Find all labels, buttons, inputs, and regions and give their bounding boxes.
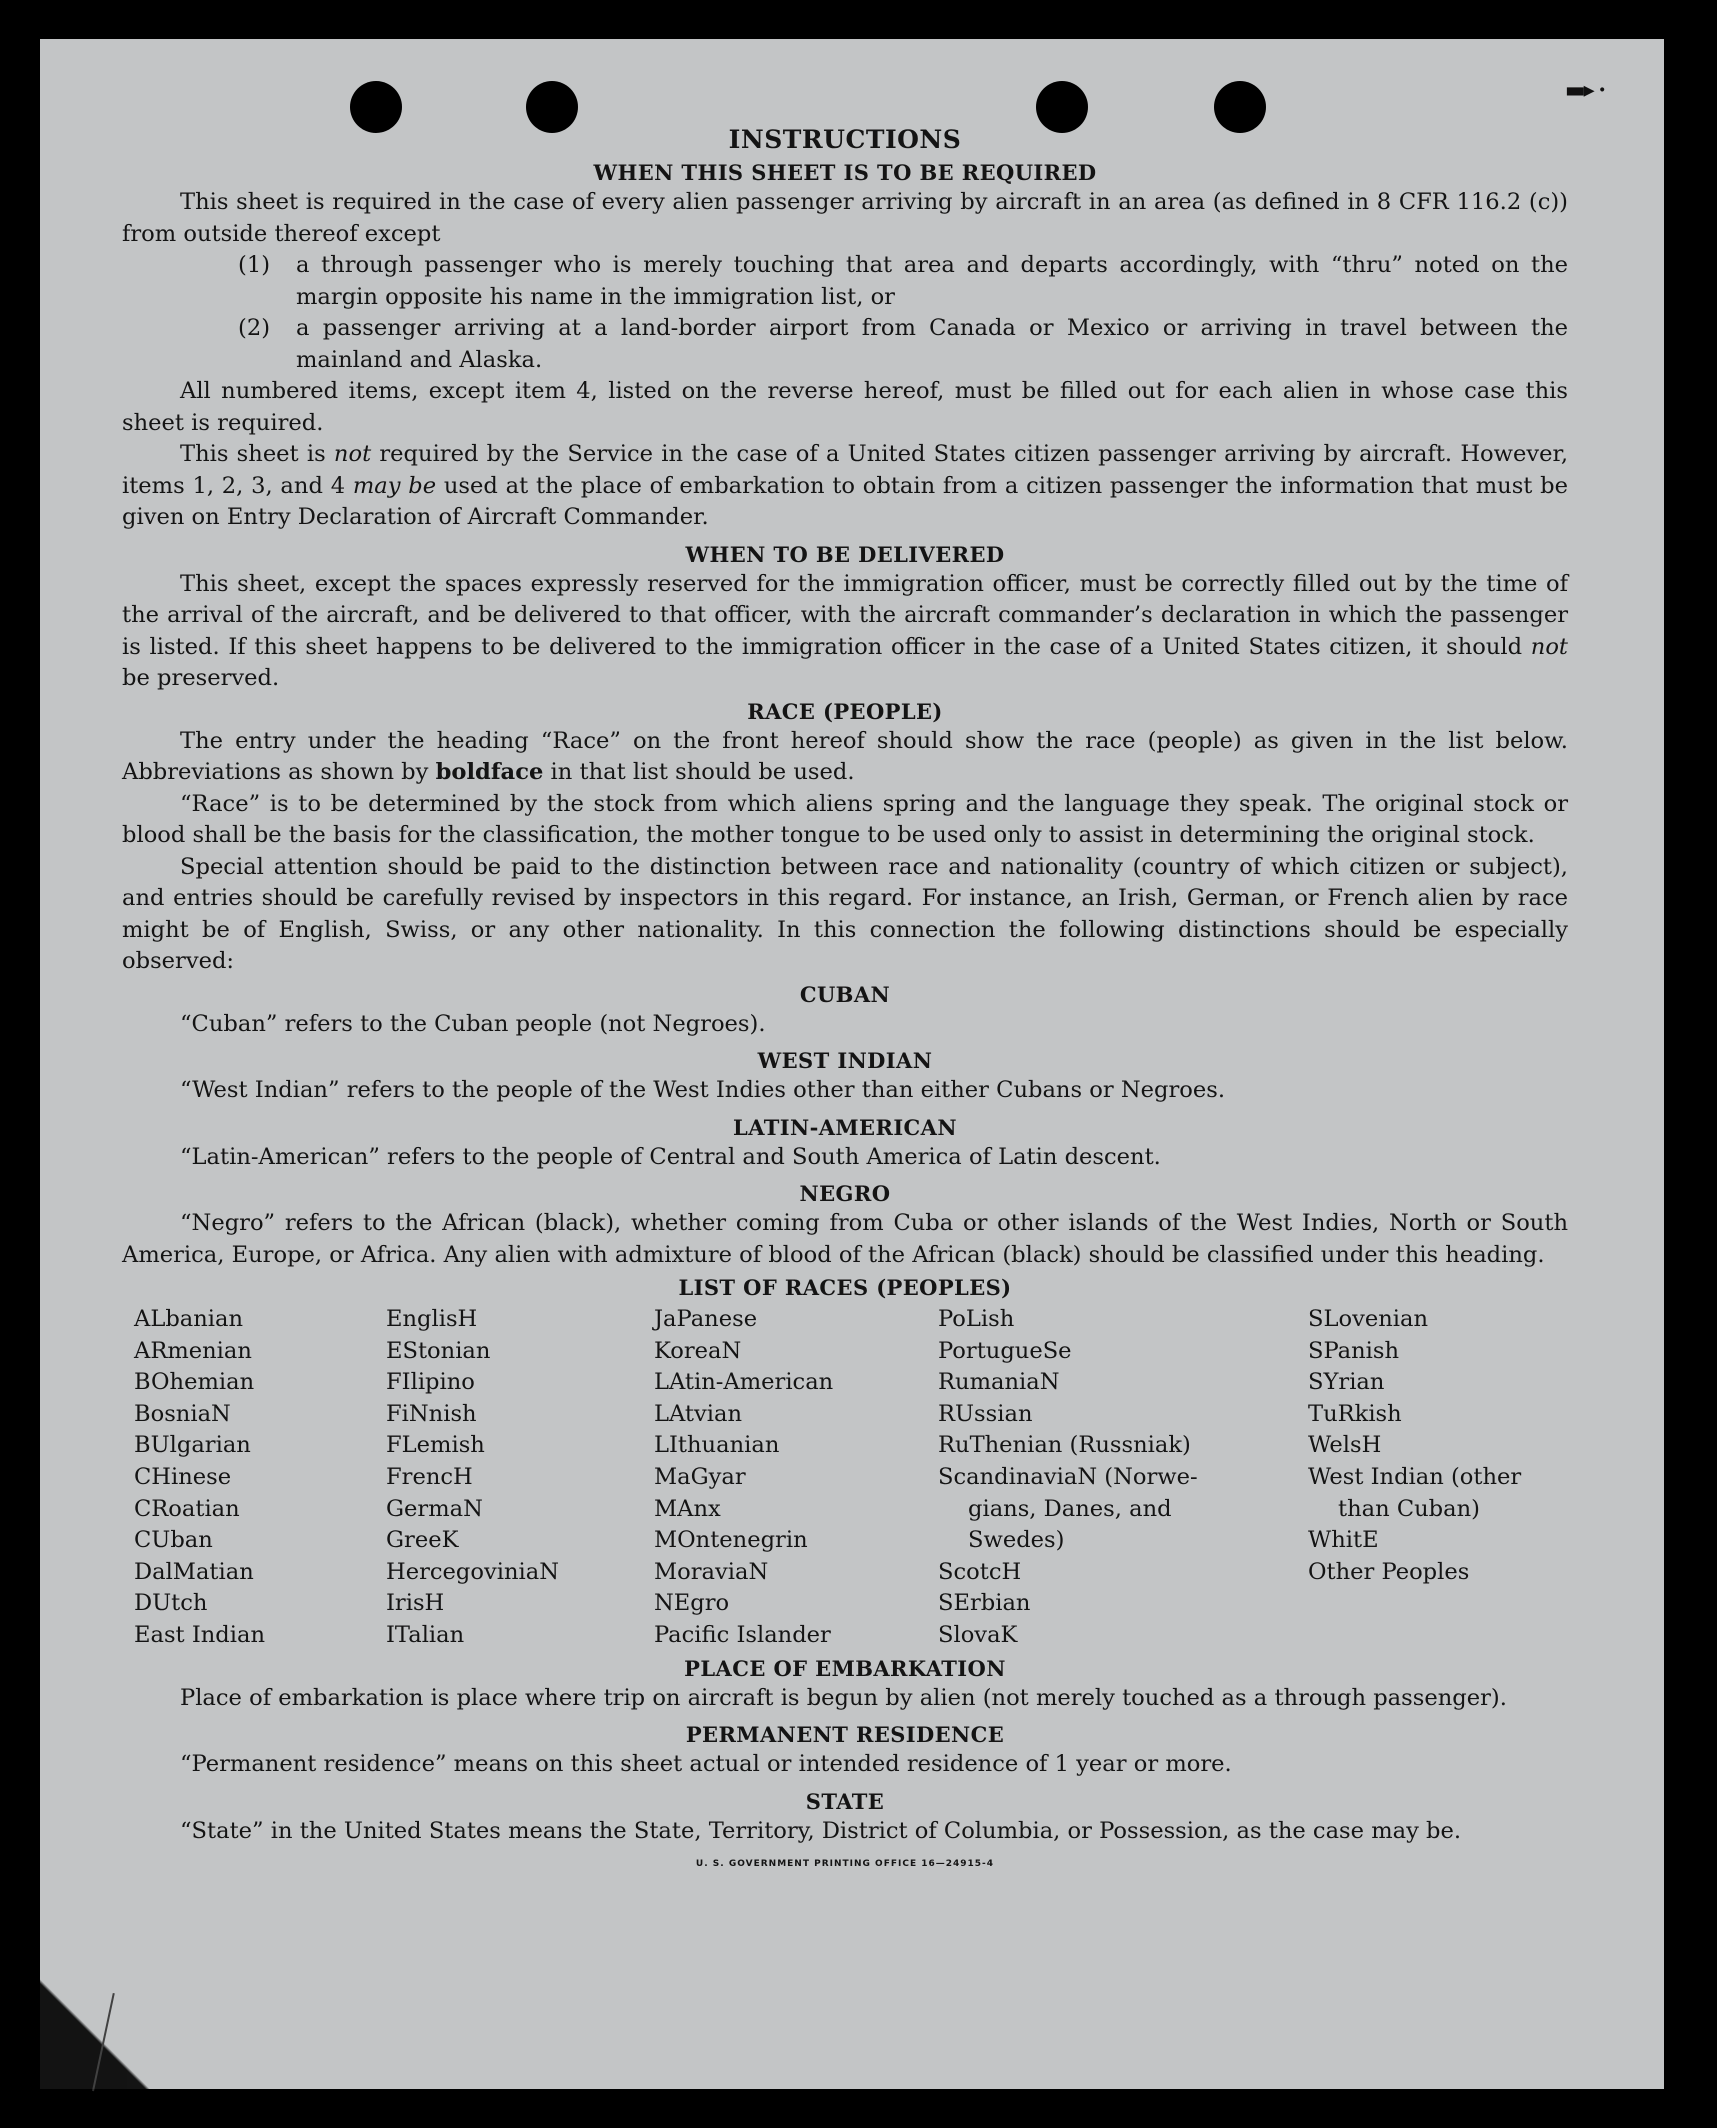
heading-cuban: CUBAN — [799, 981, 891, 1007]
heading-race: RACE (PEOPLE) — [747, 698, 943, 724]
list-text: a passenger arriving at a land-border airport from Canada or Mexico or arriving in travel between the mainland and Alaska. — [296, 315, 1568, 373]
race-entry: West Indian (other — [1308, 1463, 1522, 1490]
race-entry: JaPanese — [654, 1306, 758, 1332]
races-column — [134, 1304, 386, 1652]
punch-hole — [1036, 81, 1088, 133]
paragraph: All numbered items, except item 4, listed on the reverse hereof, must be filled out for each alien in whose case this sheet is required. — [122, 378, 1568, 436]
race-entry: LAtin-American — [654, 1369, 834, 1396]
race-entry: BosniaN — [134, 1400, 231, 1427]
paragraph: Special attention should be paid to the distinction between race and nationality (country of which citizen or subject), and entries should be carefully revised by inspectors in this regard. For instance, an Irish, German, or French alien by race might be of English, Swiss, or any other nationality. In this connection the following distinctions should be especially observed: — [122, 853, 1568, 974]
race-entry: CRoatian — [134, 1495, 240, 1522]
document-page — [40, 39, 1664, 2089]
list-item — [238, 313, 1568, 376]
paragraph — [122, 569, 1568, 695]
heading-embarkation: PLACE OF EMBARKATION — [684, 1655, 1006, 1681]
race-entry: EnglisH — [386, 1306, 478, 1332]
race-entry: EStonian — [386, 1337, 491, 1364]
race-entry: ALbanian — [134, 1306, 244, 1332]
race-entry: RumaniaN — [938, 1369, 1060, 1396]
race-entry: RUssian — [938, 1400, 1033, 1427]
paragraph — [122, 726, 1568, 789]
race-entry: DalMatian — [134, 1558, 254, 1585]
paragraph: “Permanent residence” means on this sheet actual or intended residence of 1 year or more. — [180, 1751, 1232, 1778]
races-column — [654, 1304, 938, 1652]
heading-when-required: WHEN THIS SHEET IS TO BE REQUIRED — [593, 160, 1097, 185]
race-entry: FIlipino — [386, 1369, 475, 1396]
punch-hole — [1214, 81, 1266, 133]
race-entry: ScandinaviaN (Norwe- — [938, 1463, 1198, 1490]
races-group-continuation — [1308, 1494, 1568, 1526]
heading-latin-american: LATIN-AMERICAN — [733, 1114, 957, 1140]
race-entry: CUban — [134, 1527, 213, 1554]
heading-state: STATE — [805, 1788, 885, 1814]
race-entry: DUtch — [134, 1590, 208, 1617]
race-entry: KoreaN — [654, 1337, 742, 1364]
punch-hole — [350, 81, 402, 133]
race-entry: NEgro — [654, 1590, 730, 1617]
paragraph: “Latin-American” refers to the people of Central and South America of Latin descent. — [180, 1143, 1161, 1170]
race-entry: Other Peoples — [1308, 1558, 1470, 1585]
heading-list-of-races: LIST OF RACES (PEOPLES) — [678, 1275, 1012, 1300]
race-entry: IrisH — [386, 1590, 445, 1617]
race-entry: ITalian — [386, 1621, 465, 1648]
race-entry: SPanish — [1308, 1337, 1400, 1364]
heading-negro: NEGRO — [799, 1181, 891, 1206]
race-entry: MAnx — [654, 1495, 721, 1522]
race-entry: Swedes) — [968, 1527, 1065, 1554]
paragraph — [122, 439, 1568, 534]
races-group — [938, 1557, 1308, 1652]
race-entry: WhitE — [1308, 1527, 1379, 1554]
bold-text: boldface — [435, 759, 544, 785]
heading-residence: PERMANENT RESIDENCE — [685, 1722, 1005, 1748]
paragraph: “Negro” refers to the African (black), whether coming from Cuba or other islands of the West Indies, North or South America, Europe, or Africa. Any alien with admixture of blood of the African (black) should be classified under this heading. — [122, 1210, 1568, 1268]
races-column — [938, 1304, 1308, 1652]
race-entry: MoraviaN — [654, 1558, 769, 1585]
race-entry: MaGyar — [654, 1463, 746, 1490]
paragraph: “Race” is to be determined by the stock from which aliens spring and the language they speak. The original stock or blood shall be the basis for the classification, the mother tongue to be used only to assist in determining the original stock. — [122, 790, 1568, 848]
emphasis: not — [1530, 633, 1568, 660]
races-group-continuation — [938, 1494, 1308, 1557]
race-entry: than Cuban) — [1338, 1495, 1480, 1522]
text-run: required by the Service in the case of a United States citizen passenger arriving by aircraft. However, items 1, 2, 3, and 4 — [122, 441, 1568, 499]
race-entry: RuThenian (Russniak) — [938, 1432, 1191, 1459]
emphasis: not — [333, 441, 372, 467]
races-column — [386, 1304, 654, 1652]
list-number: (1) — [238, 252, 271, 278]
text-run: used at the place of embarkation to obtain from a citizen passenger the information that must be given on Entry Declaration of Aircraft Commander. — [122, 472, 1568, 530]
race-entry: TuRkish — [1308, 1400, 1402, 1427]
paragraph: “West Indian” refers to the people of the West Indies other than either Cubans or Negroes. — [180, 1077, 1226, 1103]
race-entry: FiNnish — [386, 1400, 477, 1427]
heading-west-indian: WEST INDIAN — [757, 1048, 933, 1073]
paragraph: Place of embarkation is place where trip on aircraft is begun by alien (not merely touched as a through passenger). — [180, 1684, 1507, 1711]
race-entry: BOhemian — [134, 1369, 255, 1396]
race-entry: CHinese — [134, 1463, 232, 1490]
printer-footer: U. S. GOVERNMENT PRINTING OFFICE 16—24915-4 — [695, 1859, 995, 1870]
race-entry: GreeK — [386, 1527, 459, 1554]
races-list — [134, 1304, 1568, 1652]
text-run: be preserved. — [122, 665, 280, 691]
race-entry: SYrian — [1308, 1369, 1385, 1396]
page-title: INSTRUCTIONS — [728, 125, 962, 154]
race-entry: FrencH — [386, 1463, 473, 1490]
text-run: This sheet is — [180, 441, 334, 467]
race-entry: ScotcH — [938, 1558, 1022, 1585]
races-group — [1308, 1304, 1568, 1494]
emphasis: may be — [352, 472, 437, 499]
race-entry: SLovenian — [1308, 1306, 1429, 1332]
text-run: This sheet, except the spaces expressly reserved for the immigration officer, must be correctly filled out by the time of the arrival of the aircraft, and be delivered to that officer, with the aircraft commander’s declaration in which the passenger is listed. If this sheet happens to be delivered to the immigration officer in the case of a United States citizen, it should — [122, 570, 1568, 660]
paragraph: This sheet is required in the case of every alien passenger arriving by aircraft in an area (as defined in 8 CFR 116.2 (c)) from outside thereof except — [122, 189, 1568, 247]
list-text: a through passenger who is merely touching that area and departs accordingly, with “thru” noted on the margin opposite his name in the immigration list, or — [296, 252, 1568, 310]
race-entry: ARmenian — [134, 1337, 252, 1364]
list-number: (2) — [238, 315, 271, 341]
punch-hole — [526, 81, 578, 133]
race-entry: MOntenegrin — [654, 1527, 808, 1554]
race-entry: PoLish — [938, 1306, 1015, 1332]
race-entry: LAtvian — [654, 1400, 743, 1427]
ink-mark: ▬▸ · — [1564, 77, 1604, 103]
race-entry: LIthuanian — [654, 1432, 780, 1459]
race-entry: Pacific Islander — [654, 1621, 831, 1648]
paragraph: “State” in the United States means the State, Territory, District of Columbia, or Possession, as the case may be. — [180, 1817, 1462, 1844]
text-run: in that list should be used. — [543, 759, 855, 785]
races-group — [1308, 1525, 1568, 1588]
race-entry: BUlgarian — [134, 1432, 251, 1459]
race-entry: GermaN — [386, 1495, 483, 1522]
races-group — [938, 1304, 1308, 1494]
paragraph: “Cuban” refers to the Cuban people (not Negroes). — [180, 1010, 766, 1037]
heading-when-delivered: WHEN TO BE DELIVERED — [685, 541, 1005, 567]
race-entry: gians, Danes, and — [968, 1495, 1172, 1522]
folded-corner — [40, 1979, 150, 2089]
race-entry: PortugueSe — [938, 1337, 1072, 1364]
race-entry: SErbian — [938, 1590, 1031, 1617]
list-item — [238, 250, 1568, 313]
race-entry: East Indian — [134, 1621, 266, 1648]
race-entry: SlovaK — [938, 1621, 1018, 1648]
race-entry: HercegoviniaN — [386, 1558, 559, 1585]
text-run: The entry under the heading “Race” on the front hereof should show the race (people) as given in the list below. Abbreviations as shown by — [122, 727, 1568, 785]
races-column — [1308, 1304, 1568, 1652]
race-entry: WelsH — [1308, 1432, 1382, 1459]
race-entry: FLemish — [386, 1432, 485, 1459]
